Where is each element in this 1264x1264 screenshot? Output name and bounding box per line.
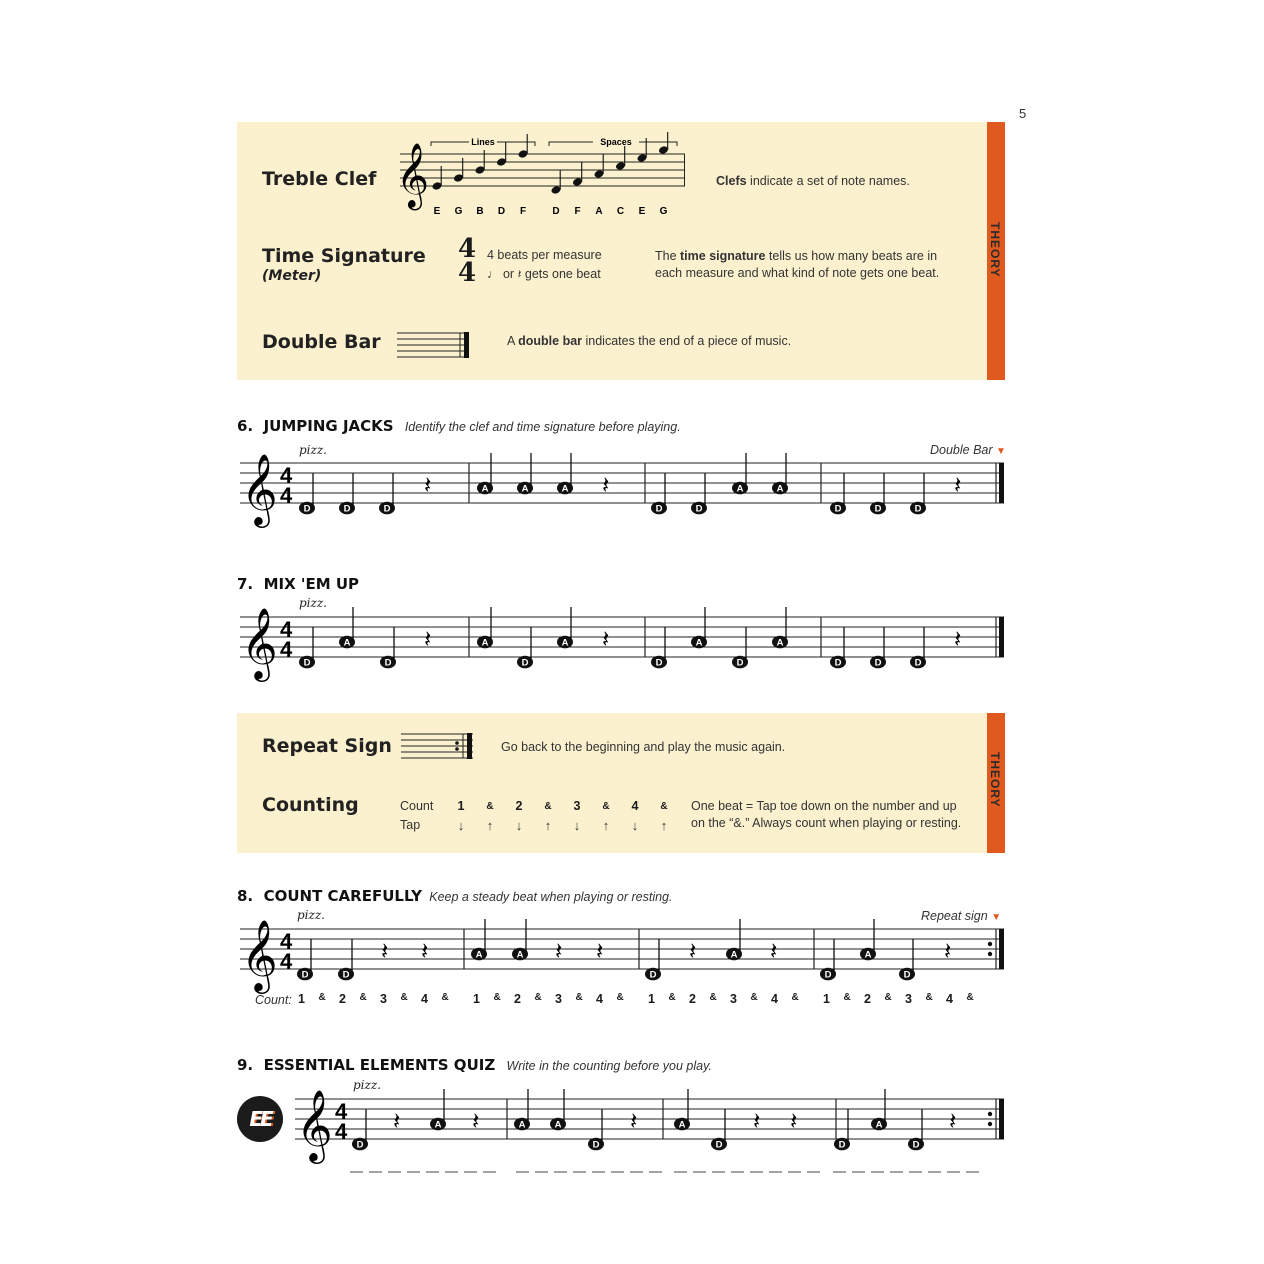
note-letter: A (730, 949, 738, 961)
count-symbol: & (486, 801, 494, 812)
clef-line-letter: D (497, 206, 506, 217)
ex8-count-symbol: 3 (380, 992, 387, 1006)
ex8-count-symbol: & (750, 992, 758, 1003)
note-letter: D (715, 1139, 723, 1151)
quarter-note-icon: ♩ (487, 267, 500, 281)
clef-space-letter: C (616, 206, 625, 217)
count-symbol: 2 (515, 799, 523, 813)
note-letter: A (776, 637, 784, 649)
treble-clef-icon: 𝄞 (296, 1091, 333, 1160)
clef-space-letter: F (574, 206, 581, 217)
ex8-count-symbol: 1 (473, 992, 480, 1006)
note-letter: D (824, 969, 832, 981)
tap-down-arrow-icon: ↓ (573, 818, 581, 833)
treble-clef-icon: 𝄞 (241, 921, 278, 990)
exercise-6-heading (237, 417, 681, 435)
ex8-count-symbol: & (668, 992, 676, 1003)
tap-down-arrow-icon: ↓ (515, 818, 523, 833)
quarter-rest-icon: 𝄽 (954, 472, 962, 499)
ex6-annotation-text: Double Bar (930, 443, 993, 457)
ex7-title: MIX 'EM UP (263, 575, 360, 593)
ex8-count-symbol: & (709, 992, 717, 1003)
ex7-pizz: pizz. (299, 596, 327, 610)
note-letter: D (914, 657, 922, 669)
note-letter: A (736, 483, 744, 495)
quarter-rest-icon: 𝄽 (424, 626, 432, 653)
repeat-sign-term: Repeat Sign (262, 735, 392, 757)
count-symbol: 4 (631, 799, 639, 813)
counting-description (691, 798, 961, 832)
note-letter: A (678, 1119, 686, 1131)
tap-up-arrow-icon: ↑ (660, 818, 668, 833)
note-letter: A (695, 637, 703, 649)
quarter-gets-beat (487, 267, 601, 282)
ex8-count-symbol: 1 (823, 992, 830, 1006)
note-letter: A (475, 949, 483, 961)
quarter-rest-icon: 𝄽 (689, 938, 697, 965)
clef-line-letter: B (476, 206, 484, 217)
time-sig-top: 4 (335, 1099, 348, 1124)
ex8-count-symbol: & (966, 992, 974, 1003)
note-letter: D (303, 503, 311, 515)
quarter-rest-icon: 𝄽 (421, 938, 429, 965)
ex8-count-symbol: 3 (905, 992, 912, 1006)
repeat-dot (988, 1122, 992, 1126)
ex8-count-symbol: & (616, 992, 624, 1003)
db-desc-pre: A (507, 334, 519, 348)
ex8-count-symbol: 2 (689, 992, 696, 1006)
ex8-count-symbol: & (534, 992, 542, 1003)
ex8-count-symbol: & (493, 992, 501, 1003)
page-number: 5 (1019, 106, 1027, 121)
double-bar-term: Double Bar (262, 331, 381, 353)
spaces-label: Spaces (600, 137, 632, 147)
note-letter: D (874, 503, 882, 515)
ex6-instruction: Identify the clef and time signature before playing. (404, 420, 681, 434)
time-sig-bottom: 4 (458, 258, 477, 288)
note-letter: D (903, 969, 911, 981)
clef-space-letter: A (595, 206, 603, 217)
repeat-dot (988, 942, 992, 946)
treble-clef-term: Treble Clef (262, 168, 377, 190)
treble-clef-icon: 𝄞 (241, 455, 278, 524)
time-sig-top: 4 (280, 463, 293, 488)
theory-tab-label-2: THEORY (988, 752, 1002, 808)
note-letter: A (434, 1119, 442, 1131)
final-thick-bar (999, 1099, 1004, 1139)
ee-logo (237, 1096, 283, 1142)
ts-desc-line2: each measure and what kind of note gets one beat. (655, 266, 940, 280)
ex8-count-symbol: 1 (298, 992, 305, 1006)
quarter-rest-icon: 𝄽 (954, 626, 962, 653)
ee-logo-text: EE (249, 1107, 271, 1131)
final-thick-bar (999, 929, 1004, 969)
note-letter: D (838, 1139, 846, 1151)
time-sig-top: 4 (458, 234, 477, 264)
note-letter: D (874, 657, 882, 669)
count-symbol: & (544, 801, 552, 812)
final-thick-bar (999, 617, 1004, 657)
exercise-8-heading (237, 887, 672, 905)
tap-row-label: Tap (400, 818, 421, 832)
ex6-staff (232, 440, 1012, 530)
treble-clef-staff-diagram (395, 132, 695, 222)
ex8-count-symbol: & (441, 992, 449, 1003)
note-letter: A (554, 1119, 562, 1131)
ex8-count-symbol: 2 (339, 992, 346, 1006)
ex8-count-label: Count: (255, 993, 292, 1007)
tap-down-arrow-icon: ↓ (631, 818, 639, 833)
quarter-rest-icon: 𝄽 (424, 472, 432, 499)
repeat-sign-icon (401, 731, 477, 763)
exercise-9-heading (237, 1056, 712, 1074)
ex8-count-symbol: 2 (864, 992, 871, 1006)
quarter-rest-icon: 𝄽 (596, 938, 604, 965)
note-letter: D (342, 969, 350, 981)
note-letter: D (521, 657, 529, 669)
quarter-rest-icon: 𝄽 (949, 1108, 957, 1135)
treble-clef-symbol: 𝄞 (396, 143, 430, 206)
ex8-count-symbol: & (925, 992, 933, 1003)
quarter-rest-icon: 𝄽 (602, 472, 610, 499)
clefs-desc-rest: indicate a set of note names. (746, 174, 910, 188)
ex8-title: COUNT CAREFULLY (263, 887, 423, 905)
note-letter: A (343, 637, 351, 649)
count-symbol: & (602, 801, 610, 812)
tap-up-arrow-icon: ↑ (602, 818, 610, 833)
note-letter: D (383, 503, 391, 515)
note-letter: A (875, 1119, 883, 1131)
quarter-rest-icon: 𝄽 (770, 938, 778, 965)
ex8-annotation-text: Repeat sign (921, 909, 988, 923)
note-letter: D (301, 969, 309, 981)
repeat-dot (988, 952, 992, 956)
arrow-down-icon: ▼ (996, 446, 1006, 457)
ex8-count-symbol: 4 (771, 992, 778, 1006)
note-letter: D (914, 503, 922, 515)
db-desc-bold: double bar (518, 334, 583, 348)
ex8-count-symbol: 1 (648, 992, 655, 1006)
count-symbol: 3 (573, 799, 581, 813)
note-letter: D (695, 503, 703, 515)
note-letter: D (303, 657, 311, 669)
ex8-instruction: Keep a steady beat when playing or resting. (429, 890, 673, 904)
ts-desc-bold: time signature (680, 249, 766, 263)
time-sig-bottom: 4 (280, 637, 293, 662)
ex8-count-symbol: & (791, 992, 799, 1003)
time-sig-bottom: 4 (280, 949, 293, 974)
clef-line-letter: E (433, 206, 441, 217)
arrow-down-icon: ▼ (991, 912, 1002, 923)
quarter-rest-icon: 𝄽 (472, 1108, 480, 1135)
ex8-count-symbol: & (884, 992, 892, 1003)
note-letter: A (521, 483, 529, 495)
ex9-pizz: pizz. (353, 1078, 381, 1092)
note-letter: A (776, 483, 784, 495)
ex8-number: 8. (237, 887, 254, 905)
ex9-staff (290, 1075, 1012, 1165)
time-sig-bottom: 4 (335, 1119, 348, 1144)
counting-desc-line1: One beat = Tap toe down on the number and up (691, 799, 957, 813)
counting-term: Counting (262, 794, 359, 816)
ex6-pizz: pizz. (299, 443, 327, 457)
note-letter: A (561, 483, 569, 495)
ex8-count-symbol: & (843, 992, 851, 1003)
quarter-rest-icon: 𝄽 (630, 1108, 638, 1135)
clef-space-letter: D (552, 206, 560, 217)
note-letter: D (736, 657, 744, 669)
note-letter: D (834, 657, 842, 669)
quarter-rest-icon: 𝄽 (944, 938, 952, 965)
clef-note-heads (432, 132, 669, 195)
clef-line-letter: G (454, 206, 463, 217)
ex8-count-symbol: 2 (514, 992, 521, 1006)
db-desc-post: indicates the end of a piece of music. (582, 334, 792, 348)
note-letter: A (561, 637, 569, 649)
ts-desc-post: tells us how many beats are in (765, 249, 938, 263)
beats-per-measure: 4 beats per measure (487, 248, 602, 262)
ex7-staff (232, 595, 1012, 685)
quarter-rest-icon: 𝄽 (555, 938, 563, 965)
quarter-rest-icon: 𝄽 (790, 1108, 798, 1135)
ex8-count-symbol: & (318, 992, 326, 1003)
ex6-number: 6. (237, 417, 254, 435)
exercise-7-heading (237, 575, 359, 593)
clef-space-letter: G (659, 206, 668, 217)
ex8-staff (232, 905, 1012, 995)
count-row (449, 798, 679, 838)
quarter-rest-icon: 𝄽 (393, 1108, 401, 1135)
note-letter: D (384, 657, 392, 669)
tap-down-arrow-icon: ↓ (457, 818, 465, 833)
ex8-pizz: pizz. (297, 908, 325, 922)
lines-label: Lines (471, 137, 495, 147)
gets-one-beat-text: gets one beat (524, 267, 601, 281)
note-letter: D (649, 969, 657, 981)
note-letter: A (516, 949, 524, 961)
or-text: or (502, 267, 515, 281)
time-signature-description (655, 248, 939, 282)
double-bar-description (507, 334, 791, 348)
clef-line-letter: F (519, 206, 527, 217)
note-letter: A (518, 1119, 526, 1131)
note-letter: A (481, 637, 489, 649)
note-letter: D (655, 503, 663, 515)
ex9-number: 9. (237, 1056, 254, 1074)
ex7-number: 7. (237, 575, 254, 593)
note-letter: D (912, 1139, 920, 1151)
ex9-instruction: Write in the counting before you play. (506, 1059, 712, 1073)
quarter-rest-icon: 𝄽 (753, 1108, 761, 1135)
count-symbol: 1 (457, 799, 465, 813)
note-letter: D (343, 503, 351, 515)
count-symbol: & (660, 801, 668, 812)
note-letter: D (655, 657, 663, 669)
note-letter: D (834, 503, 842, 515)
time-signature-term: Time Signature (262, 245, 426, 267)
tap-up-arrow-icon: ↑ (486, 818, 494, 833)
ex8-count-symbol: & (575, 992, 583, 1003)
ex8-count-symbol: 3 (730, 992, 737, 1006)
time-sig-top: 4 (280, 929, 293, 954)
repeat-dot (988, 1112, 992, 1116)
ex8-count-symbol: 4 (596, 992, 603, 1006)
final-thick-bar (999, 463, 1004, 503)
ex9-title: ESSENTIAL ELEMENTS QUIZ (263, 1056, 496, 1074)
time-sig-top: 4 (280, 617, 293, 642)
clefs-description (716, 174, 910, 188)
clef-note-letters (434, 206, 668, 217)
clefs-bold: Clefs (716, 174, 747, 188)
quarter-rest-icon: 𝄽 (517, 267, 522, 281)
ex6-title: JUMPING JACKS (263, 417, 394, 435)
theory-tab-label: THEORY (988, 222, 1002, 278)
ex8-count-symbol: 4 (946, 992, 953, 1006)
treble-clef-icon: 𝄞 (241, 609, 278, 678)
quarter-rest-icon: 𝄽 (602, 626, 610, 653)
counting-desc-line2: on the “&.” Always count when playing or resting. (691, 816, 962, 830)
ex9-counting-blanks (350, 1167, 990, 1177)
meter-subterm: (Meter) (262, 268, 322, 284)
note-letter: D (592, 1139, 600, 1151)
ex8-count-symbol: & (400, 992, 408, 1003)
clef-space-letter: E (638, 206, 646, 217)
note-letter: D (356, 1139, 364, 1151)
double-bar-icon (397, 330, 473, 362)
ex8-count-symbol: & (359, 992, 367, 1003)
ex8-count-symbol: 3 (555, 992, 562, 1006)
ts-desc-pre: The (655, 249, 681, 263)
repeat-sign-description: Go back to the beginning and play the music again. (501, 740, 786, 754)
tap-up-arrow-icon: ↑ (544, 818, 552, 833)
ex8-count-symbol: 4 (421, 992, 428, 1006)
note-letter: A (864, 949, 872, 961)
note-letter: A (481, 483, 489, 495)
time-sig-bottom: 4 (280, 483, 293, 508)
ex8-count-row (298, 992, 998, 1010)
quarter-rest-icon: 𝄽 (381, 938, 389, 965)
count-row-label: Count (400, 799, 434, 813)
